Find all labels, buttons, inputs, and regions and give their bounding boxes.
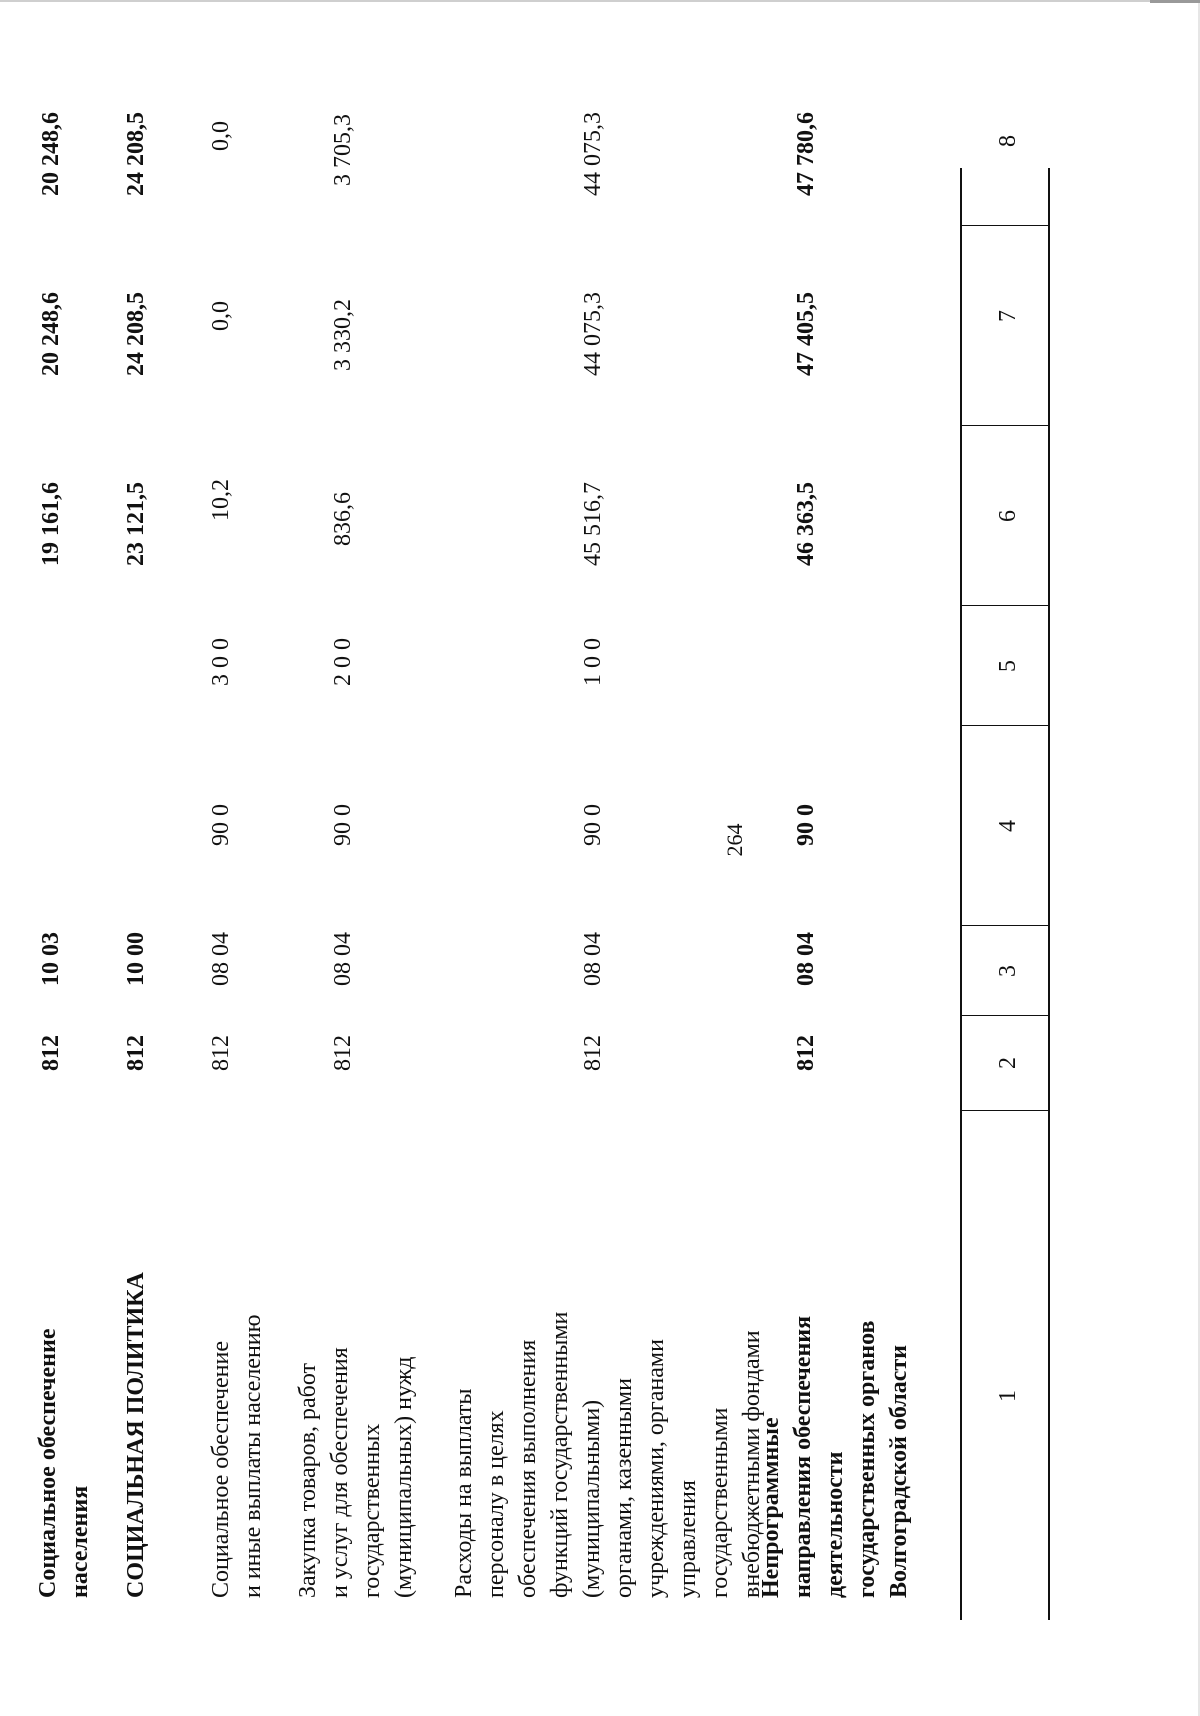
column-header-8: 8 [995, 135, 1021, 147]
description-line: Социальное обеспечение [208, 1340, 234, 1598]
description-line: СОЦИАЛЬНАЯ ПОЛИТИКА [123, 1272, 149, 1598]
cell-c3: 08 04 [793, 932, 819, 986]
column-header-4: 4 [995, 820, 1021, 832]
column-header-1: 1 [995, 1390, 1021, 1402]
cell-c6: 10,2 [208, 479, 234, 521]
cell-c8: 3 705,3 [330, 114, 356, 186]
scan-edge-corner [1150, 0, 1200, 3]
cell-c7: 0,0 [208, 301, 234, 331]
row-description [292, 1178, 420, 1598]
description-line: государственных [359, 1423, 385, 1598]
cell-c8: 24 208,5 [123, 112, 149, 196]
rotated-document-page [0, 112, 1110, 1716]
cell-c2: 812 [580, 1035, 606, 1071]
cell-c2: 812 [208, 1035, 234, 1071]
cell-c3: 08 04 [580, 932, 606, 986]
description-line: управления [675, 1480, 701, 1598]
description-line: государственными [707, 1407, 733, 1598]
row-description [448, 1178, 768, 1598]
cell-c6: 46 363,5 [793, 482, 819, 566]
cell-c5: 3 0 0 [208, 638, 234, 686]
cell-c4: 90 0 [208, 804, 234, 846]
cell-c7: 44 075,3 [580, 292, 606, 376]
description-line: Закупка товаров, работ [295, 1363, 321, 1598]
cell-c6: 19 161,6 [38, 482, 64, 566]
cell-c3: 10 00 [123, 932, 149, 986]
description-line: функций государственными [547, 1311, 573, 1598]
description-line: направления обеспечения [790, 1315, 816, 1598]
description-line: государственных органов [854, 1320, 880, 1598]
cell-c5: 2 0 0 [330, 638, 356, 686]
description-line: обеспечения выполнения [515, 1339, 541, 1598]
description-line: Социальное обеспечение [35, 1328, 61, 1598]
row-description [755, 1178, 915, 1598]
cell-c8: 0,0 [208, 121, 234, 151]
cell-c6: 836,6 [330, 492, 356, 546]
cell-c2: 812 [123, 1035, 149, 1071]
header-separator [960, 1015, 1050, 1016]
header-separator [960, 425, 1050, 426]
table-top-border [1048, 168, 1050, 1620]
scan-edge-top [0, 0, 1200, 2]
column-header-2: 2 [995, 1057, 1021, 1069]
cell-c2: 812 [38, 1035, 64, 1071]
description-line: органами, казенными [611, 1378, 637, 1598]
cell-c7: 3 330,2 [330, 299, 356, 371]
description-line: населения [67, 1485, 93, 1598]
description-line: Расходы на выплаты [451, 1388, 477, 1598]
cell-c7: 47 405,5 [793, 292, 819, 376]
row-description [32, 1178, 96, 1598]
column-header-7: 7 [995, 310, 1021, 322]
description-line: и услуг для обеспечения [327, 1347, 353, 1598]
column-header-6: 6 [995, 510, 1021, 522]
description-line: Непрограммные [758, 1417, 784, 1598]
cell-c6: 23 121,5 [123, 482, 149, 566]
header-separator [960, 225, 1050, 226]
column-header-3: 3 [995, 965, 1021, 977]
description-line: (муниципальных) нужд [391, 1356, 417, 1598]
row-description [205, 1178, 269, 1598]
header-separator [960, 605, 1050, 606]
cell-c3: 08 04 [208, 932, 234, 986]
cell-c2: 812 [793, 1035, 819, 1071]
cell-c3: 10 03 [38, 932, 64, 986]
page-number: 264 [722, 823, 747, 857]
cell-c3: 08 04 [330, 932, 356, 986]
header-separator [960, 725, 1050, 726]
cell-c7: 20 248,6 [38, 292, 64, 376]
cell-c4: 90 0 [330, 804, 356, 846]
cell-c8: 44 075,3 [580, 112, 606, 196]
description-line: (муниципальными) [579, 1399, 605, 1598]
cell-c7: 24 208,5 [123, 292, 149, 376]
cell-c4: 90 0 [580, 804, 606, 846]
cell-c5: 1 0 0 [580, 638, 606, 686]
row-description [120, 1178, 152, 1598]
cell-c6: 45 516,7 [580, 482, 606, 566]
description-line: внебюджетными фондами [739, 1330, 765, 1598]
header-separator [960, 925, 1050, 926]
description-line: персоналу в целях [483, 1410, 509, 1598]
description-line: и иные выплаты населению [240, 1314, 266, 1598]
column-header-5: 5 [995, 660, 1021, 672]
description-line: деятельности [822, 1451, 848, 1598]
table-header-divider [960, 168, 962, 1620]
description-line: учреждениями, органами [643, 1339, 669, 1598]
cell-c8: 20 248,6 [38, 112, 64, 196]
cell-c2: 812 [330, 1035, 356, 1071]
cell-c4: 90 0 [793, 804, 819, 846]
cell-c8: 47 780,6 [793, 112, 819, 196]
header-separator [960, 1110, 1050, 1111]
description-line: Волгоградской области [886, 1345, 912, 1598]
